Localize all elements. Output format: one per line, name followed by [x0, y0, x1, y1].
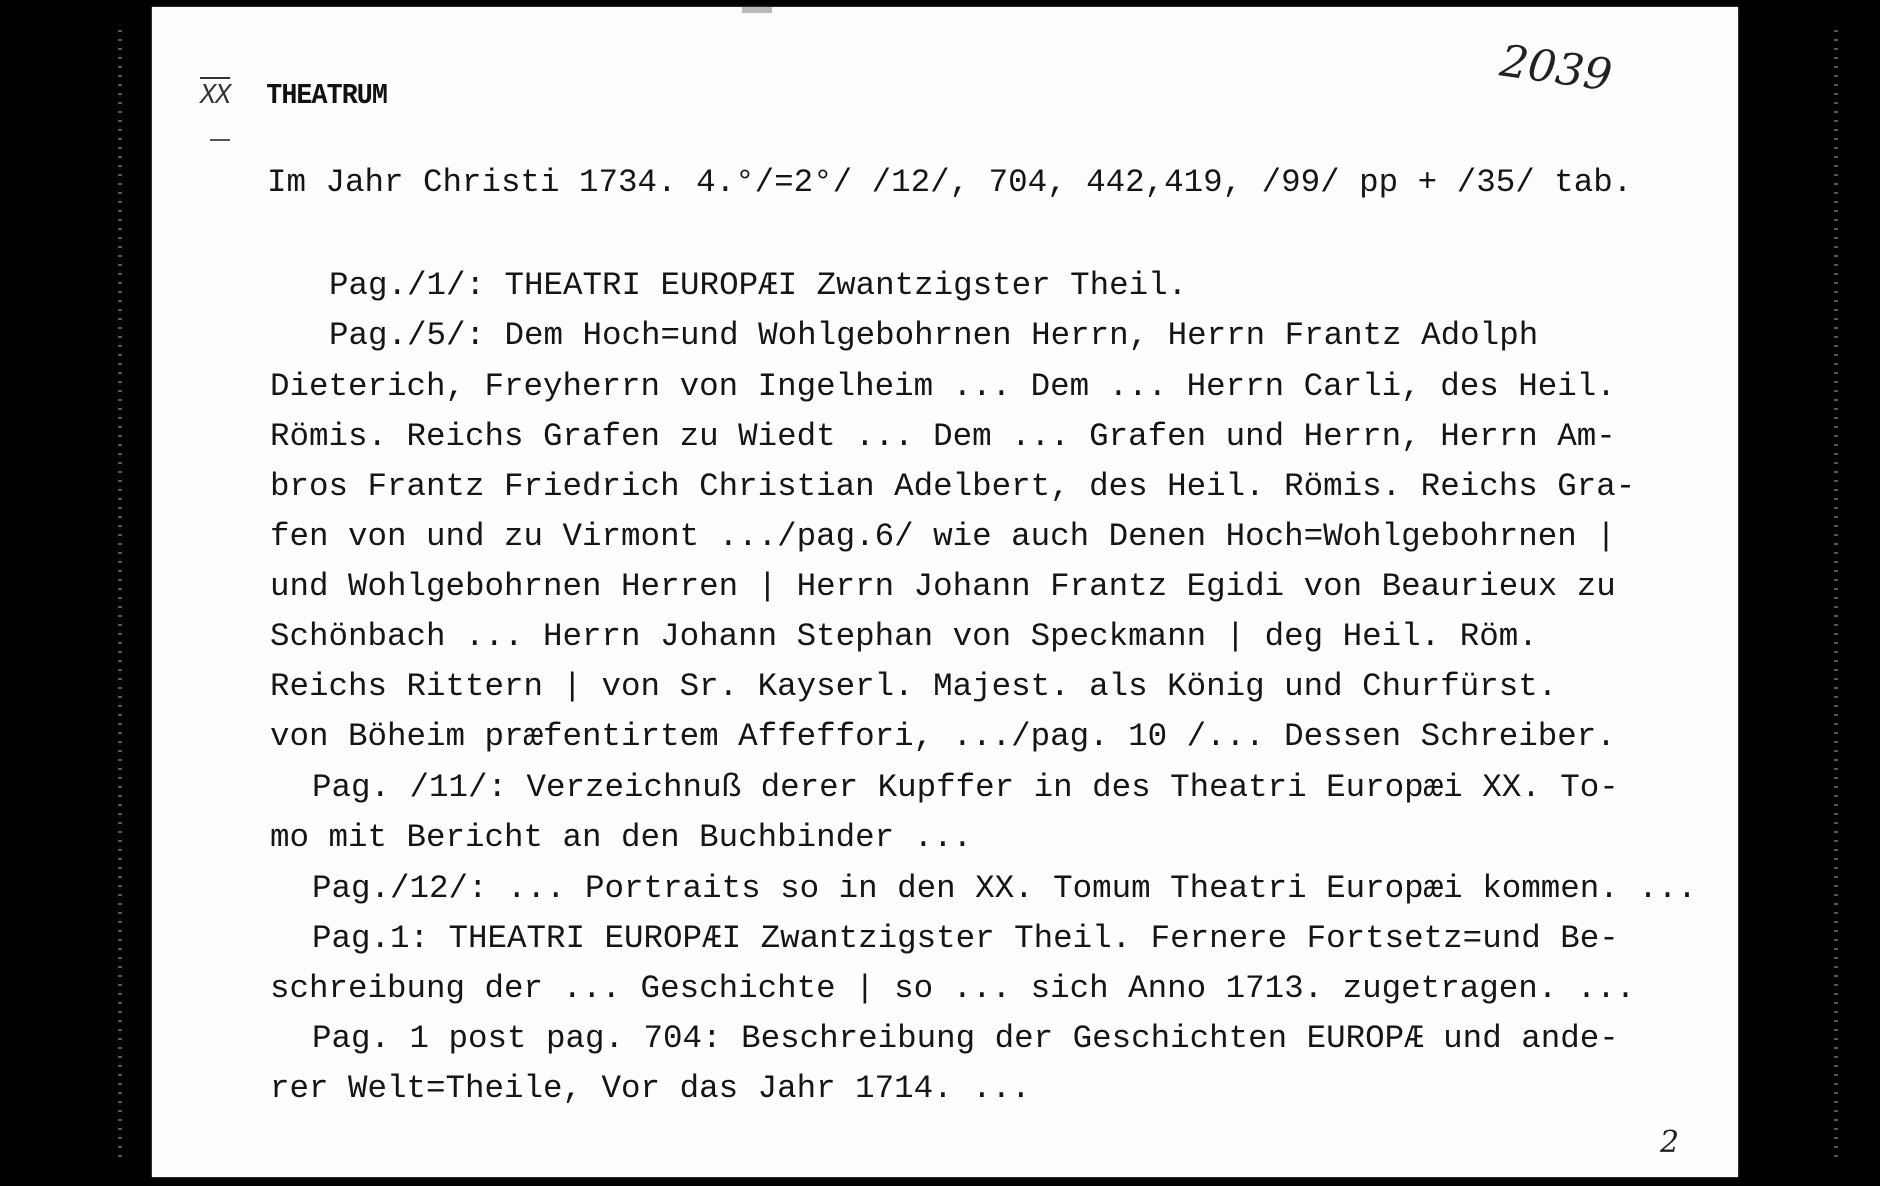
scan-artifact: [742, 7, 772, 13]
text-line: Pag./1/: THEATRI EUROPÆI Zwantzigster Theil.: [329, 267, 1188, 304]
text-line: Pag./12/: ... Portraits so in den XX. Tomum Theatri Europæi kommen. ...: [312, 870, 1697, 907]
text-line: Dieterich, Freyherrn von Ingelheim ... Dem ... Herrn Carli, des Heil.: [270, 368, 1616, 405]
text-line: rer Welt=Theile, Vor das Jahr 1714. ...: [270, 1070, 1031, 1107]
catalog-card: [152, 7, 1738, 1177]
text-line: Römis. Reichs Grafen zu Wiedt ... Dem ... Grafen und Herrn, Herrn Am-: [270, 418, 1616, 455]
text-line: und Wohlgebohrnen Herren | Herrn Johann Frantz Egidi von Beaurieux zu: [270, 568, 1616, 605]
catalog-number: 2039: [1496, 35, 1615, 102]
text-line: von Böheim præfentirtem Affeffori, .../pag. 10 /... Dessen Schreiber.: [270, 718, 1616, 755]
text-line: bros Frantz Friedrich Christian Adelbert, des Heil. Römis. Reichs Gra-: [270, 468, 1636, 505]
heading-underline-mark: [210, 139, 230, 141]
edition-line: Im Jahr Christi 1734. 4.°/=2°/ /12/, 704, 442,419, /99/ pp + /35/ tab.: [267, 164, 1633, 201]
text-line: Pag./5/: Dem Hoch=und Wohlgebohrnen Herrn, Herrn Frantz Adolph: [329, 317, 1539, 354]
scan-edge-right: [1834, 30, 1838, 1160]
text-line: schreibung der ... Geschichte | so ... sich Anno 1713. zugetragen. ...: [270, 970, 1636, 1007]
text-line: Pag. 1 post pag. 704: Beschreibung der Geschichten EUROPÆ und ande-: [312, 1020, 1619, 1057]
volume-mark: $\overline{XX}$: [200, 79, 231, 112]
text-line: Schönbach ... Herrn Johann Stephan von Speckmann | deg Heil. Röm.: [270, 618, 1538, 655]
scan-edge-left: [118, 30, 122, 1160]
text-line: mo mit Bericht an den Buchbinder ...: [270, 819, 973, 856]
text-line: fen von und zu Virmont .../pag.6/ wie auch Denen Hoch=Wohlgebohrnen |: [270, 518, 1616, 555]
text-line: Pag.1: THEATRI EUROPÆI Zwantzigster Theil. Fernere Fortsetz=und Be-: [312, 920, 1619, 957]
card-heading: [200, 79, 387, 112]
text-line: Reichs Rittern | von Sr. Kayserl. Majest. als König und Churfürst.: [270, 668, 1558, 705]
card-page-number: 2: [1660, 1125, 1680, 1160]
text-line: Pag. /11/: Verzeichnuß derer Kupffer in des Theatri Europæi XX. To-: [312, 769, 1619, 806]
card-title: THEATRUM: [266, 79, 387, 112]
